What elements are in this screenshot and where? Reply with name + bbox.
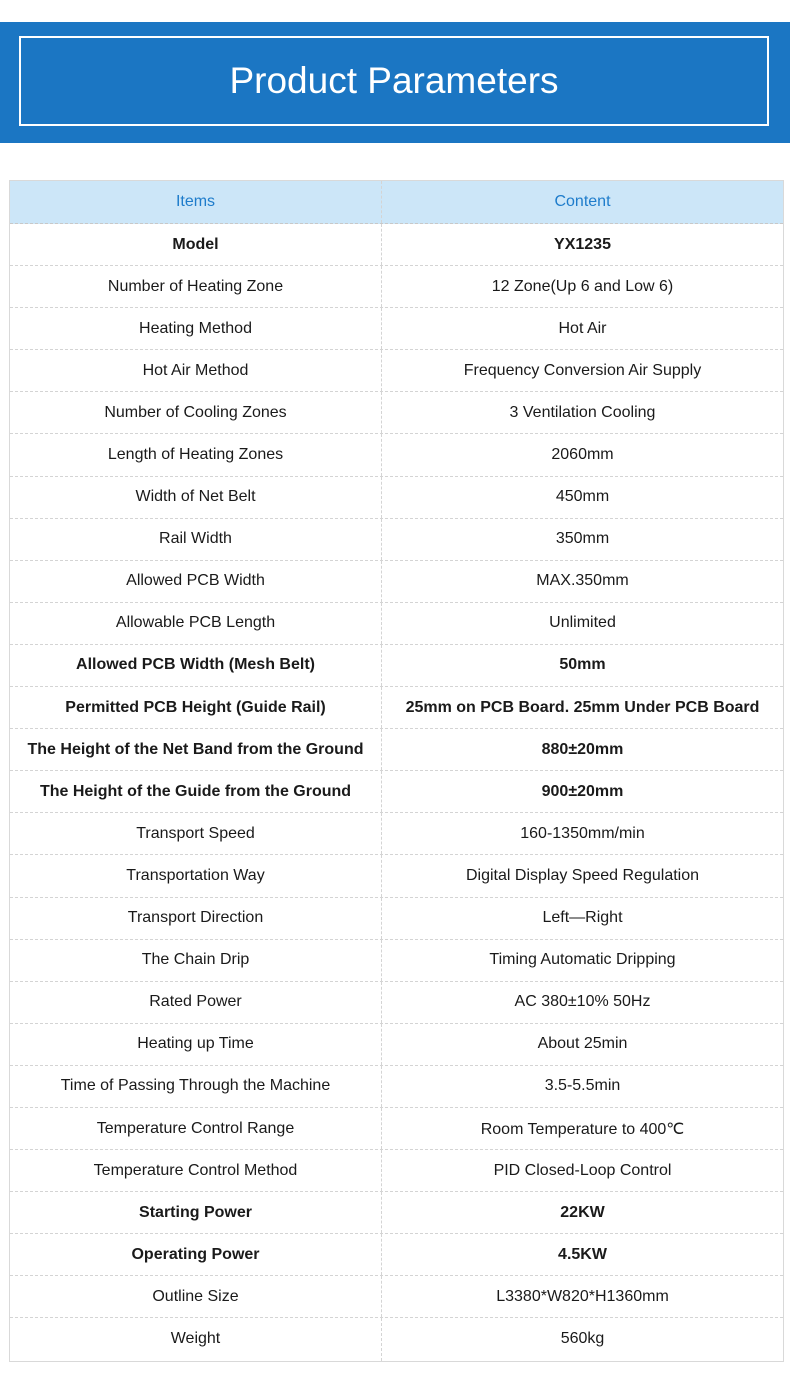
row-item-label: The Chain Drip <box>10 940 382 981</box>
row-item-label: Number of Heating Zone <box>10 266 382 307</box>
table-row <box>10 561 783 603</box>
table-row <box>10 350 783 392</box>
row-content-value: 3 Ventilation Cooling <box>509 403 656 421</box>
table-row <box>10 1234 783 1276</box>
row-content-value: 2060mm <box>551 446 614 464</box>
row-content-value: 160-1350mm/min <box>520 824 645 842</box>
table-row <box>10 1192 783 1234</box>
table-row <box>10 855 783 897</box>
table-row <box>10 982 783 1024</box>
table-header <box>10 181 783 224</box>
table-row <box>10 1318 783 1360</box>
row-content-value: Hot Air <box>558 319 607 337</box>
row-item-label: Weight <box>10 1318 382 1360</box>
table-row <box>10 898 783 940</box>
row-item-label: Rail Width <box>10 519 382 560</box>
row-content-value: 50mm <box>559 656 606 674</box>
row-item-label: Operating Power <box>10 1234 382 1275</box>
row-item-label: Transport Speed <box>10 813 382 854</box>
row-content-value: 22KW <box>560 1203 605 1221</box>
row-item-label: Width of Net Belt <box>10 477 382 518</box>
table-row <box>10 434 783 476</box>
table-row <box>10 266 783 308</box>
table-row <box>10 1066 783 1108</box>
table-row <box>10 392 783 434</box>
row-item-label: Transport Direction <box>10 898 382 939</box>
row-item-label: Model <box>10 224 382 265</box>
row-content-value: MAX.350mm <box>536 572 629 590</box>
row-content-value: Frequency Conversion Air Supply <box>463 361 702 379</box>
row-item-label: Allowable PCB Length <box>10 603 382 644</box>
row-content-value: 880±20mm <box>541 740 624 758</box>
row-content-value: PID Closed-Loop Control <box>493 1161 672 1179</box>
row-content-value: 25mm on PCB Board. 25mm Under PCB Board <box>405 698 760 716</box>
row-item-label: Rated Power <box>10 982 382 1023</box>
title-banner <box>0 22 790 143</box>
table-row <box>10 519 783 561</box>
row-item-label: Heating up Time <box>10 1024 382 1065</box>
row-content-value: 3.5-5.5min <box>544 1077 621 1095</box>
table-row <box>10 1024 783 1066</box>
row-content-value: L3380*W820*H1360mm <box>496 1287 669 1305</box>
row-item-label: Temperature Control Range <box>10 1108 382 1149</box>
row-content-value: Room Temperature to 400℃ <box>480 1120 685 1138</box>
table-body <box>10 224 783 1361</box>
parameters-table <box>9 180 784 1362</box>
table-row <box>10 1108 783 1150</box>
row-content-value: 12 Zone(Up 6 and Low 6) <box>491 277 674 295</box>
row-item-label: Length of Heating Zones <box>10 434 382 475</box>
row-content-value: Unlimited <box>549 614 616 632</box>
row-content-value: 4.5KW <box>558 1245 607 1263</box>
row-item-label: The Height of the Net Band from the Ground <box>10 729 382 770</box>
row-item-label: Allowed PCB Width <box>10 561 382 602</box>
table-row <box>10 308 783 350</box>
header-content: Content <box>554 193 611 210</box>
row-content-value: Timing Automatic Dripping <box>489 951 676 969</box>
table-row <box>10 224 783 266</box>
row-content-value: 350mm <box>555 530 610 548</box>
row-item-label: Time of Passing Through the Machine <box>10 1066 382 1107</box>
row-item-label: Allowed PCB Width (Mesh Belt) <box>10 645 382 686</box>
row-item-label: The Height of the Guide from the Ground <box>10 771 382 812</box>
row-content-value: 450mm <box>555 488 610 506</box>
row-item-label: Number of Cooling Zones <box>10 392 382 433</box>
row-content-value: AC 380±10% 50Hz <box>514 993 651 1011</box>
table-row <box>10 1150 783 1192</box>
row-item-label: Hot Air Method <box>10 350 382 391</box>
row-item-label: Outline Size <box>10 1276 382 1317</box>
title-frame <box>19 36 769 126</box>
row-content-value: About 25min <box>537 1035 628 1053</box>
page-title: Product Parameters <box>229 60 559 101</box>
row-item-label: Transportation Way <box>10 855 382 896</box>
table-row <box>10 645 783 687</box>
row-item-label: Permitted PCB Height (Guide Rail) <box>10 687 382 728</box>
row-content-value: YX1235 <box>554 235 611 253</box>
table-row <box>10 729 783 771</box>
table-row <box>10 603 783 645</box>
table-row <box>10 1276 783 1318</box>
row-item-label: Heating Method <box>10 308 382 349</box>
table-row <box>10 940 783 982</box>
row-content-value: 560kg <box>560 1330 605 1348</box>
table-row <box>10 813 783 855</box>
table-row <box>10 687 783 729</box>
row-content-value: Left—Right <box>542 909 623 927</box>
row-item-label: Starting Power <box>10 1192 382 1233</box>
table-row <box>10 771 783 813</box>
row-content-value: Digital Display Speed Regulation <box>465 866 700 884</box>
row-content-value: 900±20mm <box>541 782 624 800</box>
row-item-label: Temperature Control Method <box>10 1150 382 1191</box>
table-row <box>10 477 783 519</box>
header-items: Items <box>10 181 382 223</box>
